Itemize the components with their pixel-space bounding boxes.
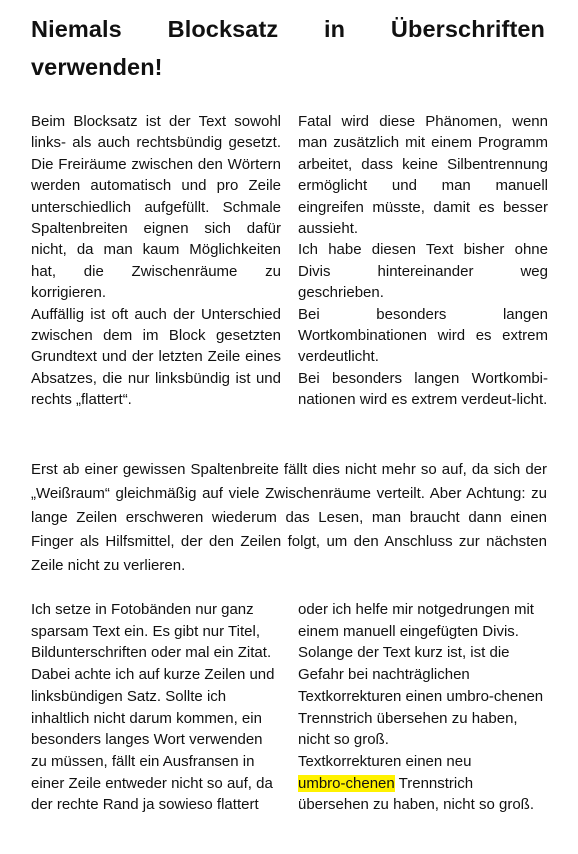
- column-bottom-right: [298, 599, 548, 816]
- highlighted-word: umbro-chenen: [298, 774, 395, 792]
- paragraph: oder ich helfe mir notgedrungen mit einem manuell eingefügten Divis. Solange der Text kurz ist, ist die Gefahr bei nachträglichen Textkorrekturen einen umbro-chenen Trennstrich übersehen zu haben, nicht so groß.: [298, 601, 544, 749]
- text-after-highlight: Trennstrich übersehen zu haben, nicht so groß.: [298, 774, 534, 814]
- paragraph: Erst ab einer gewissen Spaltenbreite fällt dies nicht mehr so auf, da sich der „Weißraum“ gleichmäßig auf viele Zwischenräume verteilt. Aber Achtung: zu lange Zeilen erschweren wiederum das Lesen, man braucht dann einen Finger als Hilfsmittel, der den Zeilen folgt, um den Anschluss zur nächsten Zeile nicht zu verlieren.: [31, 461, 547, 575]
- full-width-paragraph-block: [31, 458, 547, 578]
- paragraph: Ich setze in Fotobänden nur ganz sparsam Text ein. Es gibt nur Titel, Bildunterschriften oder mal ein Zitat. Dabei achte ich auf kurze Zeilen und linksbündigen Satz. Sollte ich inhaltlich nicht darum kommen, ein besonders langes Wort verwenden zu müssen, fällt ein Ausfransen in einer Zeile entweder nicht so auf, da der rechte Rand ja sowieso flattert: [31, 601, 275, 814]
- paragraph: Bei besonders langen Wortkombi-nationen wird es extrem verdeut-licht.: [298, 369, 548, 409]
- paragraph: Ich habe diesen Text bisher ohne Divis hintereinander weg geschrieben.: [298, 241, 548, 302]
- text-before-highlight: Textkorrekturen einen neu: [298, 752, 472, 770]
- page-title: Niemals Blocksatz in Überschriften verwenden!: [31, 16, 545, 80]
- paragraph: Auffällig ist oft auch der Unterschied zwischen dem im Block gesetzten Grundtext und der letzten Zeile eines Absatzes, die nur linksbündig ist und rechts „flattert“.: [31, 305, 281, 409]
- paragraph: Fatal wird diese Phänomen, wenn man zusätzlich mit einem Programm arbeitet, dass keine Silbentrennung ermöglicht und man manuell eingreifen müsste, damit es besser aussieht.: [298, 113, 548, 238]
- paragraph: Bei besonders langen Wortkombinationen wird es extrem verdeutlicht.: [298, 305, 548, 366]
- paragraph: Beim Blocksatz ist der Text sowohl links- als auch rechtsbündig gesetzt. Die Freiräume zwischen den Wörtern werden automatisch und pro Zeile unterschiedlich aufgefüllt. Schmale Spaltenbreiten eignen sich dafür nicht, da man kaum Möglichkeiten hat, die Zwischenräume zu korrigieren.: [31, 113, 281, 302]
- paragraph-highlighted: [298, 751, 548, 816]
- column-left: [31, 111, 281, 411]
- column-right: [298, 111, 548, 411]
- column-bottom-left: [31, 599, 281, 816]
